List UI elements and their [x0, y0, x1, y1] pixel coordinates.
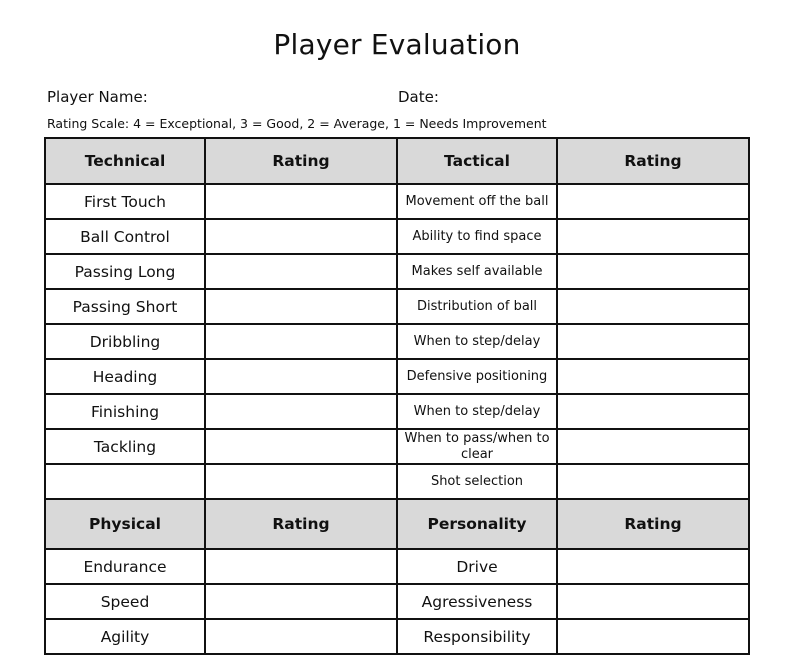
skill-label: Movement off the ball	[397, 184, 557, 219]
rating-cell[interactable]	[557, 289, 749, 324]
table-row	[45, 429, 749, 464]
skill-label: Drive	[397, 549, 557, 584]
skill-label: Heading	[45, 359, 205, 394]
rating-cell[interactable]	[205, 324, 397, 359]
skill-label: Dribbling	[45, 324, 205, 359]
rating-cell[interactable]	[205, 619, 397, 654]
header-rating: Rating	[557, 499, 749, 549]
header-rating: Rating	[557, 138, 749, 184]
table-row	[45, 619, 749, 654]
rating-cell[interactable]	[557, 219, 749, 254]
table-row	[45, 324, 749, 359]
header-rating: Rating	[205, 138, 397, 184]
page-title: Player Evaluation	[273, 28, 521, 61]
rating-cell[interactable]	[205, 359, 397, 394]
skill-label: Responsibility	[397, 619, 557, 654]
header-row-physical	[45, 499, 749, 549]
header-row-technical	[45, 138, 749, 184]
rating-cell[interactable]	[557, 394, 749, 429]
skill-label: When to pass/when to clear	[397, 429, 557, 464]
table-row	[45, 254, 749, 289]
skill-label: Passing Long	[45, 254, 205, 289]
rating-cell[interactable]	[205, 184, 397, 219]
evaluation-table	[44, 137, 750, 655]
rating-cell[interactable]	[557, 254, 749, 289]
rating-cell[interactable]	[557, 619, 749, 654]
rating-cell[interactable]	[205, 289, 397, 324]
rating-cell[interactable]	[205, 254, 397, 289]
skill-label: Passing Short	[45, 289, 205, 324]
skill-label: Makes self available	[397, 254, 557, 289]
rating-cell[interactable]	[205, 549, 397, 584]
table-row	[45, 289, 749, 324]
rating-cell[interactable]	[205, 429, 397, 464]
header-technical: Technical	[45, 138, 205, 184]
skill-label: Tackling	[45, 429, 205, 464]
table-row	[45, 219, 749, 254]
skill-label: First Touch	[45, 184, 205, 219]
rating-cell[interactable]	[557, 184, 749, 219]
player-name-label: Player Name:	[47, 88, 148, 106]
rating-cell[interactable]	[557, 324, 749, 359]
header-personality: Personality	[397, 499, 557, 549]
rating-cell[interactable]	[205, 464, 397, 499]
skill-label: Distribution of ball	[397, 289, 557, 324]
rating-cell[interactable]	[557, 549, 749, 584]
skill-label: Defensive positioning	[397, 359, 557, 394]
table-row	[45, 184, 749, 219]
table-row	[45, 464, 749, 499]
skill-label: Ability to find space	[397, 219, 557, 254]
table-row	[45, 584, 749, 619]
rating-cell[interactable]	[205, 219, 397, 254]
skill-label: When to step/delay	[397, 394, 557, 429]
header-tactical: Tactical	[397, 138, 557, 184]
table-row	[45, 549, 749, 584]
rating-scale-text: Rating Scale: 4 = Exceptional, 3 = Good, 2 = Average, 1 = Needs Improvement	[47, 116, 547, 131]
skill-label: When to step/delay	[397, 324, 557, 359]
header-physical: Physical	[45, 499, 205, 549]
skill-label: Shot selection	[397, 464, 557, 499]
rating-cell[interactable]	[557, 359, 749, 394]
skill-label: Agility	[45, 619, 205, 654]
table-row	[45, 359, 749, 394]
skill-label	[45, 464, 205, 499]
rating-cell[interactable]	[557, 584, 749, 619]
skill-label: Agressiveness	[397, 584, 557, 619]
rating-cell[interactable]	[557, 464, 749, 499]
table-row	[45, 394, 749, 429]
skill-label: Finishing	[45, 394, 205, 429]
skill-label: Endurance	[45, 549, 205, 584]
skill-label: Speed	[45, 584, 205, 619]
skill-label: Ball Control	[45, 219, 205, 254]
header-rating: Rating	[205, 499, 397, 549]
rating-cell[interactable]	[557, 429, 749, 464]
rating-cell[interactable]	[205, 394, 397, 429]
rating-cell[interactable]	[205, 584, 397, 619]
date-label: Date:	[398, 88, 439, 106]
